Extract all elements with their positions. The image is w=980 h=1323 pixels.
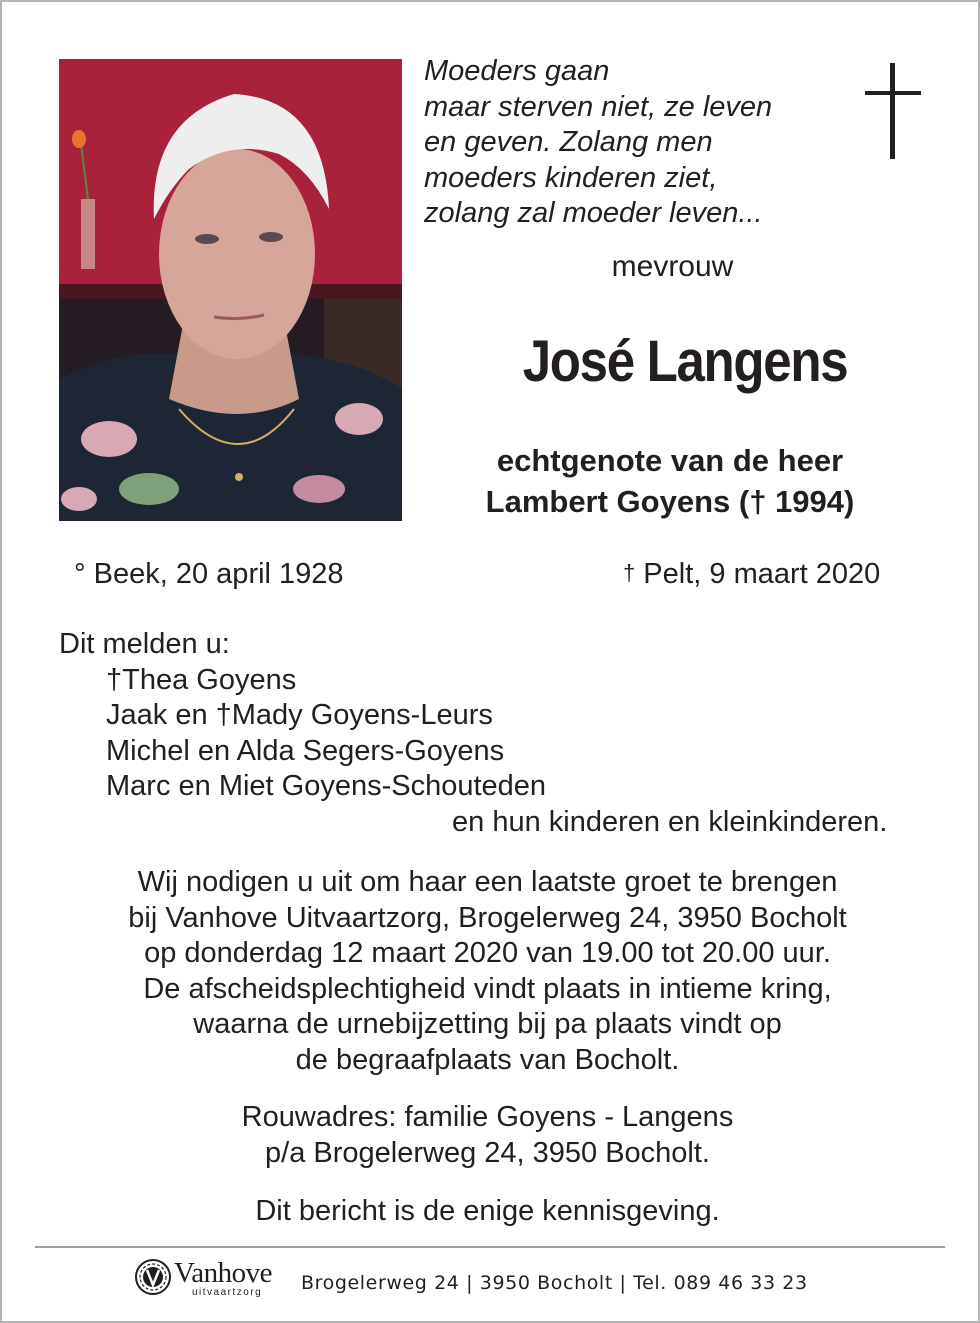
portrait-photo (59, 59, 402, 521)
death-date (623, 558, 880, 591)
address-line: p/a Brogelerweg 24, 3950 Bocholt. (265, 1136, 710, 1169)
invitation-line: waarna de urnebijzetting bij pa plaats vindt op (193, 1008, 782, 1040)
brand-name: Vanhove (174, 1257, 272, 1289)
poem-line: zolang zal moeder leven... (424, 197, 763, 229)
invitation-line: De afscheidsplechtigheid vindt plaats in intieme kring, (143, 972, 832, 1005)
poem-line: maar sterven niet, ze leven (424, 90, 773, 123)
honorific: mevrouw (611, 250, 734, 283)
family-tail: en hun kinderen en kleinkinderen. (452, 806, 888, 838)
spouse-info (420, 440, 920, 522)
small-cross-icon: † (623, 560, 636, 585)
birth-date: ° Beek, 20 april 1928 (74, 558, 344, 590)
family-announcement (59, 627, 546, 805)
invitation-line: op donderdag 12 maart 2020 van 19.00 tot 20.00 uur. (144, 937, 831, 969)
footer-contact: Brogelerweg 24 | 3950 Bocholt | Tel. 089 46 33 23 (301, 1272, 808, 1294)
footer-divider (35, 1246, 945, 1248)
poem-line: en geven. Zolang men (424, 126, 713, 158)
spouse-line: echtgenote van de heer (496, 443, 844, 478)
death-date-text: Pelt, 9 maart 2020 (635, 558, 881, 590)
poem-line: moeders kinderen ziet, (424, 161, 718, 194)
poem-line: Moeders gaan (424, 55, 610, 87)
family-member: Michel en Alda Segers-Goyens (106, 734, 505, 767)
family-member: Jaak en †Mady Goyens-Leurs (106, 699, 493, 731)
poem (424, 54, 844, 232)
cross-icon (865, 63, 921, 159)
notice-text: Dit bericht is de enige kennisgeving. (255, 1195, 720, 1227)
invitation-line: de begraafplaats van Bocholt. (295, 1043, 680, 1076)
invitation-line: Wij nodigen u uit om haar een laatste groet te brengen (137, 866, 838, 898)
address-line: Rouwadres: familie Goyens - Langens (241, 1101, 734, 1133)
announce-intro: Dit melden u: (59, 628, 230, 660)
family-member: Marc en Miet Goyens-Schouteden (106, 770, 547, 802)
invitation-text (40, 865, 935, 1078)
brand-subtitle: uitvaartzorg (192, 1287, 263, 1298)
invitation-line: bij Vanhove Uitvaartzorg, Brogelerweg 24, 3950 Bocholt (128, 901, 847, 934)
deceased-name: José Langens (522, 329, 848, 394)
mourning-address (40, 1100, 935, 1171)
family-member: †Thea Goyens (106, 663, 297, 696)
spouse-line: Lambert Goyens († 1994) (485, 484, 855, 519)
